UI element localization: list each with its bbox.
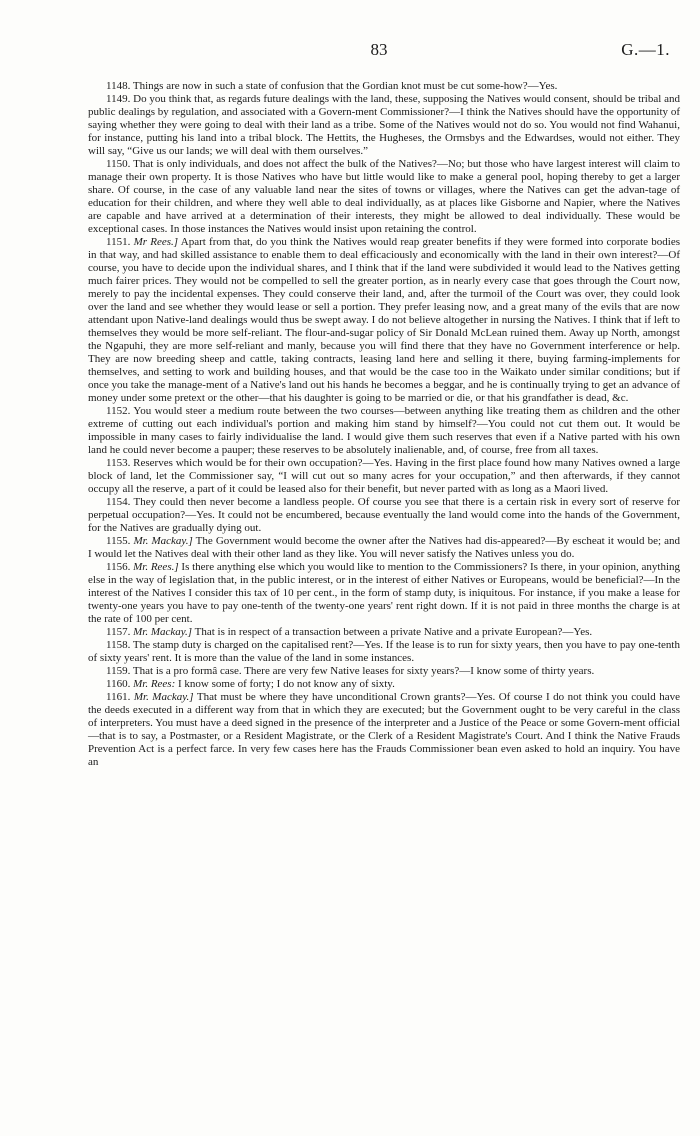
paragraph: 1157. Mr. Mackay.] That is in respect of a transaction between a private Native and a private European?—Yes.	[106, 626, 593, 638]
paragraph: 1151. Mr Rees.] Apart from that, do you think the Natives would reap greater benefits if they were formed into corporate bodies in that way, and had skilled assistance to enable them to deal efficaciously and economically with the land in their own interest?—Of course, you have to decide upon the individual shares, and I think that if the land were subdivided it would lead to the Natives getting much fairer prices. They would not be compelled to sell the greater portion, as in nearly every case that goes through the Court now, merely to pay the incidental expenses. They could conserve their land, and, after the turmoil of the Court was over, they could look over the land and see whether they would lease or sell a portion. They prefer leasing now, and a great many of the evils that are now attendant upon Native-land dealings would thus be swept away. I do not believe altogether in nursing the Natives. I think that if left to themselves they would be more self-reliant. The flour-and-sugar policy of Sir Donald McLean ruined them. Away up North, amongst the Ngapuhi, they are more self-reliant and manly, because you will find there that they have no Government interference or help. They are now breeding sheep and cattle, taking contracts, leasing land here and selling it there, buying farming-implements for themselves, and setting to work and building houses, and that would be the case too in the Waikato under similar conditions; but if once you take the manage-ment of a Native's land out his hands he becomes a beggar, and he is continually trying to get an advance of money under some pretext or the other—that his daughter is going to be married or die, or that his grandfather is dead, &c.	[88, 236, 680, 404]
paragraph: 1154. They could then never become a landless people. Of course you see that there is a certain risk in every sort of reserve for perpetual occupation?—Yes. It could not be encumbered, because eventually the land would come into the hands of the Government, for the Natives are gradually dying out.	[88, 496, 680, 534]
paragraph: 1149. Do you think that, as regards future dealings with the land, these, supposing the Natives would consent, should be tribal and public dealings by regulation, and associated with a Govern-ment Commissioner?—I think the Natives should have the opportunity of saying whether they were going to deal with their land as a tribe. Some of the Natives would not do so. You would not find Wahanui, for instance, putting his land into a tribal block. The Hettits, the Hugheses, the Ormsbys and the Edwardses, would not either. They will say, “Give us our lands; we will deal with them ourselves.”	[88, 93, 680, 157]
page-header	[88, 40, 670, 68]
document-body	[88, 80, 680, 769]
paragraph: 1158. The stamp duty is charged on the capitalised rent?—Yes. If the lease is to run for sixty years, then you have to pay one-tenth of sixty years' rent. It is more than the value of the land in some instances.	[88, 639, 680, 664]
paragraph: 1155. Mr. Mackay.] The Government would become the owner after the Natives had dis-appeared?—By escheat it would be; and I would let the Natives deal with their other land as they like. You will never satisfy the Natives unless you do.	[88, 535, 681, 560]
page-number: 83	[370, 40, 388, 59]
paragraph: 1160. Mr. Rees: I know some of forty; I do not know any of sixty.	[106, 678, 395, 690]
paragraph: 1161. Mr. Mackay.] That must be where they have unconditional Crown grants?—Yes. Of course I do not think you could have the deeds executed in a different way from that in which they are executed; but the Government ought to be very careful in the class of interpreters. You must have a deed signed in the presence of the interpreter and a Justice of the Peace or some Govern-ment official—that is to say, a Postmaster, or a Resident Magistrate, or the Clerk of a Resident Magistrate's Court. And I think the Native Frauds Prevention Act is a perfect farce. In very few cases here has the Frauds Commissioner bean even asked to hold an inquiry. You have an	[88, 691, 680, 768]
paragraph: 1156. Mr. Rees.] Is there anything else which you would like to mention to the Commissioners? Is there, in your opinion, anything else in the way of legislation that, in the public interest, or in the interest of either Natives or Europeans, would be beneficial?—In the interest of the Natives I consider this tax of 10 per cent., in the form of stamp duty, is iniquitous. For instance, if you make a lease for twenty-one years you have to pay one-tenth of the twenty-one years' rent right down. If it is not paid in three months the charge is at the rate of 100 per cent.	[88, 561, 681, 625]
sheet-reference: G.—1.	[621, 40, 670, 59]
paragraph: 1152. You would steer a medium route between the two courses—between anything like treating them as children and the other extreme of cutting out each individual's portion and making him stand by himself?—You could not cut them out. It would be impossible in many cases to fairly individualise the land. I would give them such reserves that even if a Native parted with his own land he could never become a pauper; these reserves to be absolutely inalienable, and, of course, free from all taxes.	[88, 405, 680, 456]
paragraph: 1159. That is a pro formâ case. There are very few Native leases for sixty years?—I know some of thirty years.	[106, 665, 595, 677]
paragraph: 1153. Reserves which would be for their own occupation?—Yes. Having in the first place found how many Natives owned a large block of land, let the Commissioner say, “I will cut out so many acres for your occupation,” and then afterwards, if they cannot occupy all the reserve, a part of it could be leased also for their benefit, but never parted with as long as a Maori lived.	[88, 457, 680, 495]
paragraph: 1150. That is only individuals, and does not affect the bulk of the Natives?—No; but those who have largest interest will claim to manage their own property. It is those Natives who have but little would like to make a general pool, hoping thereby to get a larger share. Of course, in the case of any valuable land near the sites of towns or villages, where the Natives can get the advan-tage of education for their children, and where they well able to deal individually, as at places like Gisborne and Napier, where the Natives are capable and have arrived at a determination of their interests, they might be allowed to deal individually. These would be exceptional cases. In those instances the Natives would insist upon retaining the control.	[88, 158, 680, 235]
paragraph: 1148. Things are now in such a state of confusion that the Gordian knot must be cut some-how?—Yes.	[106, 80, 558, 92]
